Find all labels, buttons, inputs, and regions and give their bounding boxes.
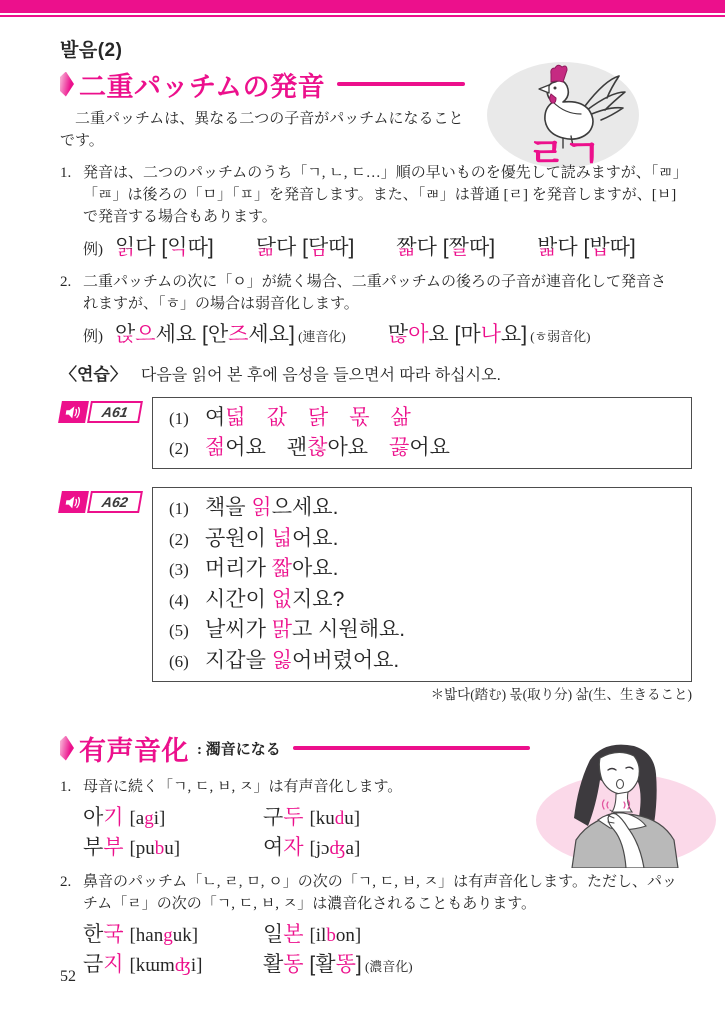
footnote: ＊밟다(踏む) 몫(取り分) 삶(生、生きること): [430, 687, 692, 702]
practice-row: [169, 615, 677, 646]
practice-row: [169, 403, 677, 433]
row-number: (2): [169, 529, 189, 549]
example-words: 읽다 [익따] 닮다 [담따] 짧다 [짤따] 밟다 [밥따]: [115, 236, 636, 259]
example-cell: 금지 [kɯmʤi]: [83, 953, 203, 976]
row-content: 공원이 넓어요.: [205, 526, 339, 550]
item-number: 1.: [60, 165, 72, 181]
lesson-label: 발음(2): [60, 40, 123, 61]
double-patchim-badge: ㄹㄱ: [527, 132, 599, 176]
item-text-line: 母音に続く「ㄱ, ㄷ, ㅂ, ㅈ」は有声音化します。: [83, 779, 403, 795]
top-accent-line: [0, 15, 725, 17]
section2-subtitle: : 濁音になる: [197, 741, 281, 758]
numbered-item-2: [60, 271, 692, 346]
example-words: 앉으세요 [안즈세요] (連音化) 많아요 [마나요] (ㅎ弱音化): [115, 323, 591, 346]
section2-title: 有声音化: [79, 735, 189, 766]
section2-header: [60, 730, 530, 766]
example-cell: 아기 [agi]: [83, 806, 166, 829]
speaker-icon: [58, 491, 89, 513]
audio-badge-a62[interactable]: [58, 491, 146, 513]
row-content: 지갑을 잃어버렸어요.: [205, 648, 400, 672]
row-number: (4): [169, 590, 189, 610]
row-content: 시간이 없지요?: [205, 587, 345, 611]
row-number: (2): [169, 439, 189, 458]
practice-instruction-row: [60, 360, 692, 385]
item-number: 2.: [60, 274, 72, 290]
section-marker-icon: [60, 736, 74, 761]
numbered-item-1: [60, 162, 692, 259]
example-row: [83, 318, 692, 346]
audio-track-label: A62: [87, 491, 143, 513]
practice-row: [169, 585, 677, 616]
item-text-line: 発音は、二つのパッチムのうち「ㄱ, ㄴ, ㄷ…」順の早いものを優先して読みますが、「ㄻ」: [83, 165, 688, 181]
example-row: [83, 231, 692, 259]
row-number: (5): [169, 621, 189, 640]
example-cell: 부부 [pubu]: [83, 836, 181, 859]
item-text-line: 「ㄿ」は後ろの「ㅁ」「ㅍ」を発音します。また、「ㄼ」は普通 [ㄹ] を発音しますが、[ㅂ]: [83, 187, 677, 203]
example-cell: 여자 [jɔʤa]: [263, 836, 361, 859]
row-number: (6): [169, 651, 189, 671]
item-number: 2.: [60, 874, 72, 890]
row-number: (3): [169, 560, 189, 579]
numbered-item-1: [60, 776, 692, 859]
example-grid: [83, 801, 513, 859]
row-content: 젊어요 괜찮아요 끓어요: [205, 436, 450, 459]
row-content: 책을 읽으세요.: [205, 496, 339, 519]
item-text-line: れますが、「ㅎ」の場合は弱音化します。: [83, 296, 359, 312]
practice-label: 〈연습〉: [60, 365, 127, 384]
example-label: 例): [83, 329, 103, 345]
practice-a62-row: [60, 487, 692, 682]
intro-line: 二重パッチムは、異なる二つの子音がパッチムになること: [75, 111, 464, 127]
row-content: 여덟 값 닭 몫 삶: [205, 406, 411, 429]
section1-title-rule: [337, 82, 465, 86]
numbered-item-2: [60, 871, 692, 976]
example-grid: [83, 918, 513, 976]
example-cell: 구두 [kudu]: [263, 806, 361, 829]
item-text-line: チム「ㄹ」の次の「ㄱ, ㄷ, ㅂ, ㅈ」は濃音化されることもあります。: [83, 896, 537, 912]
section1-intro: [60, 108, 692, 152]
item-text-line: 鼻音のパッチム「ㄴ, ㄹ, ㅁ, ㅇ」の次の「ㄱ, ㄷ, ㅂ, ㅈ」は有声音化します。ただし、パッ: [83, 874, 677, 890]
practice-box-a62: [152, 487, 692, 682]
example-cell: 활동 [활똥] (濃音化): [263, 953, 413, 976]
audio-badge-a61[interactable]: [58, 401, 146, 423]
example-label: 例): [83, 242, 103, 258]
practice-instruction: 다음을 읽어 본 후에 음성을 들으면서 따라 하십시오.: [140, 367, 501, 384]
item-number: 1.: [60, 779, 72, 795]
intro-line: です。: [60, 133, 104, 149]
practice-box-a61: [152, 397, 692, 469]
item-text-line: で発音する場合もあります。: [83, 209, 277, 225]
speaker-icon: [58, 401, 89, 423]
page-content: [60, 40, 692, 976]
example-cell: 한국 [hanguk]: [83, 923, 199, 946]
practice-row: [169, 646, 677, 677]
audio-track-label: A61: [87, 401, 143, 423]
row-content: 날씨가 맑고 시원해요.: [205, 618, 406, 641]
section1-header: [60, 66, 465, 102]
item-text-line: 二重パッチムの次に「ㅇ」が続く場合、二重パッチムの後ろの子音が連音化して発音さ: [83, 274, 666, 290]
practice-row: [169, 554, 677, 585]
top-accent-bar: [0, 0, 725, 13]
row-number: (1): [169, 409, 189, 428]
row-number: (1): [169, 499, 189, 518]
example-cell: 일본 [ilbon]: [263, 923, 362, 946]
row-content: 머리가 짧아요.: [205, 557, 339, 580]
practice-a61-row: [60, 397, 692, 469]
page-number: 52: [60, 968, 76, 985]
practice-row: [169, 493, 677, 524]
section1-title: 二重パッチムの発音: [79, 71, 326, 102]
practice-row: [169, 433, 677, 463]
practice-row: [169, 524, 677, 555]
section-marker-icon: [60, 72, 74, 97]
section2-title-rule: [293, 746, 530, 750]
